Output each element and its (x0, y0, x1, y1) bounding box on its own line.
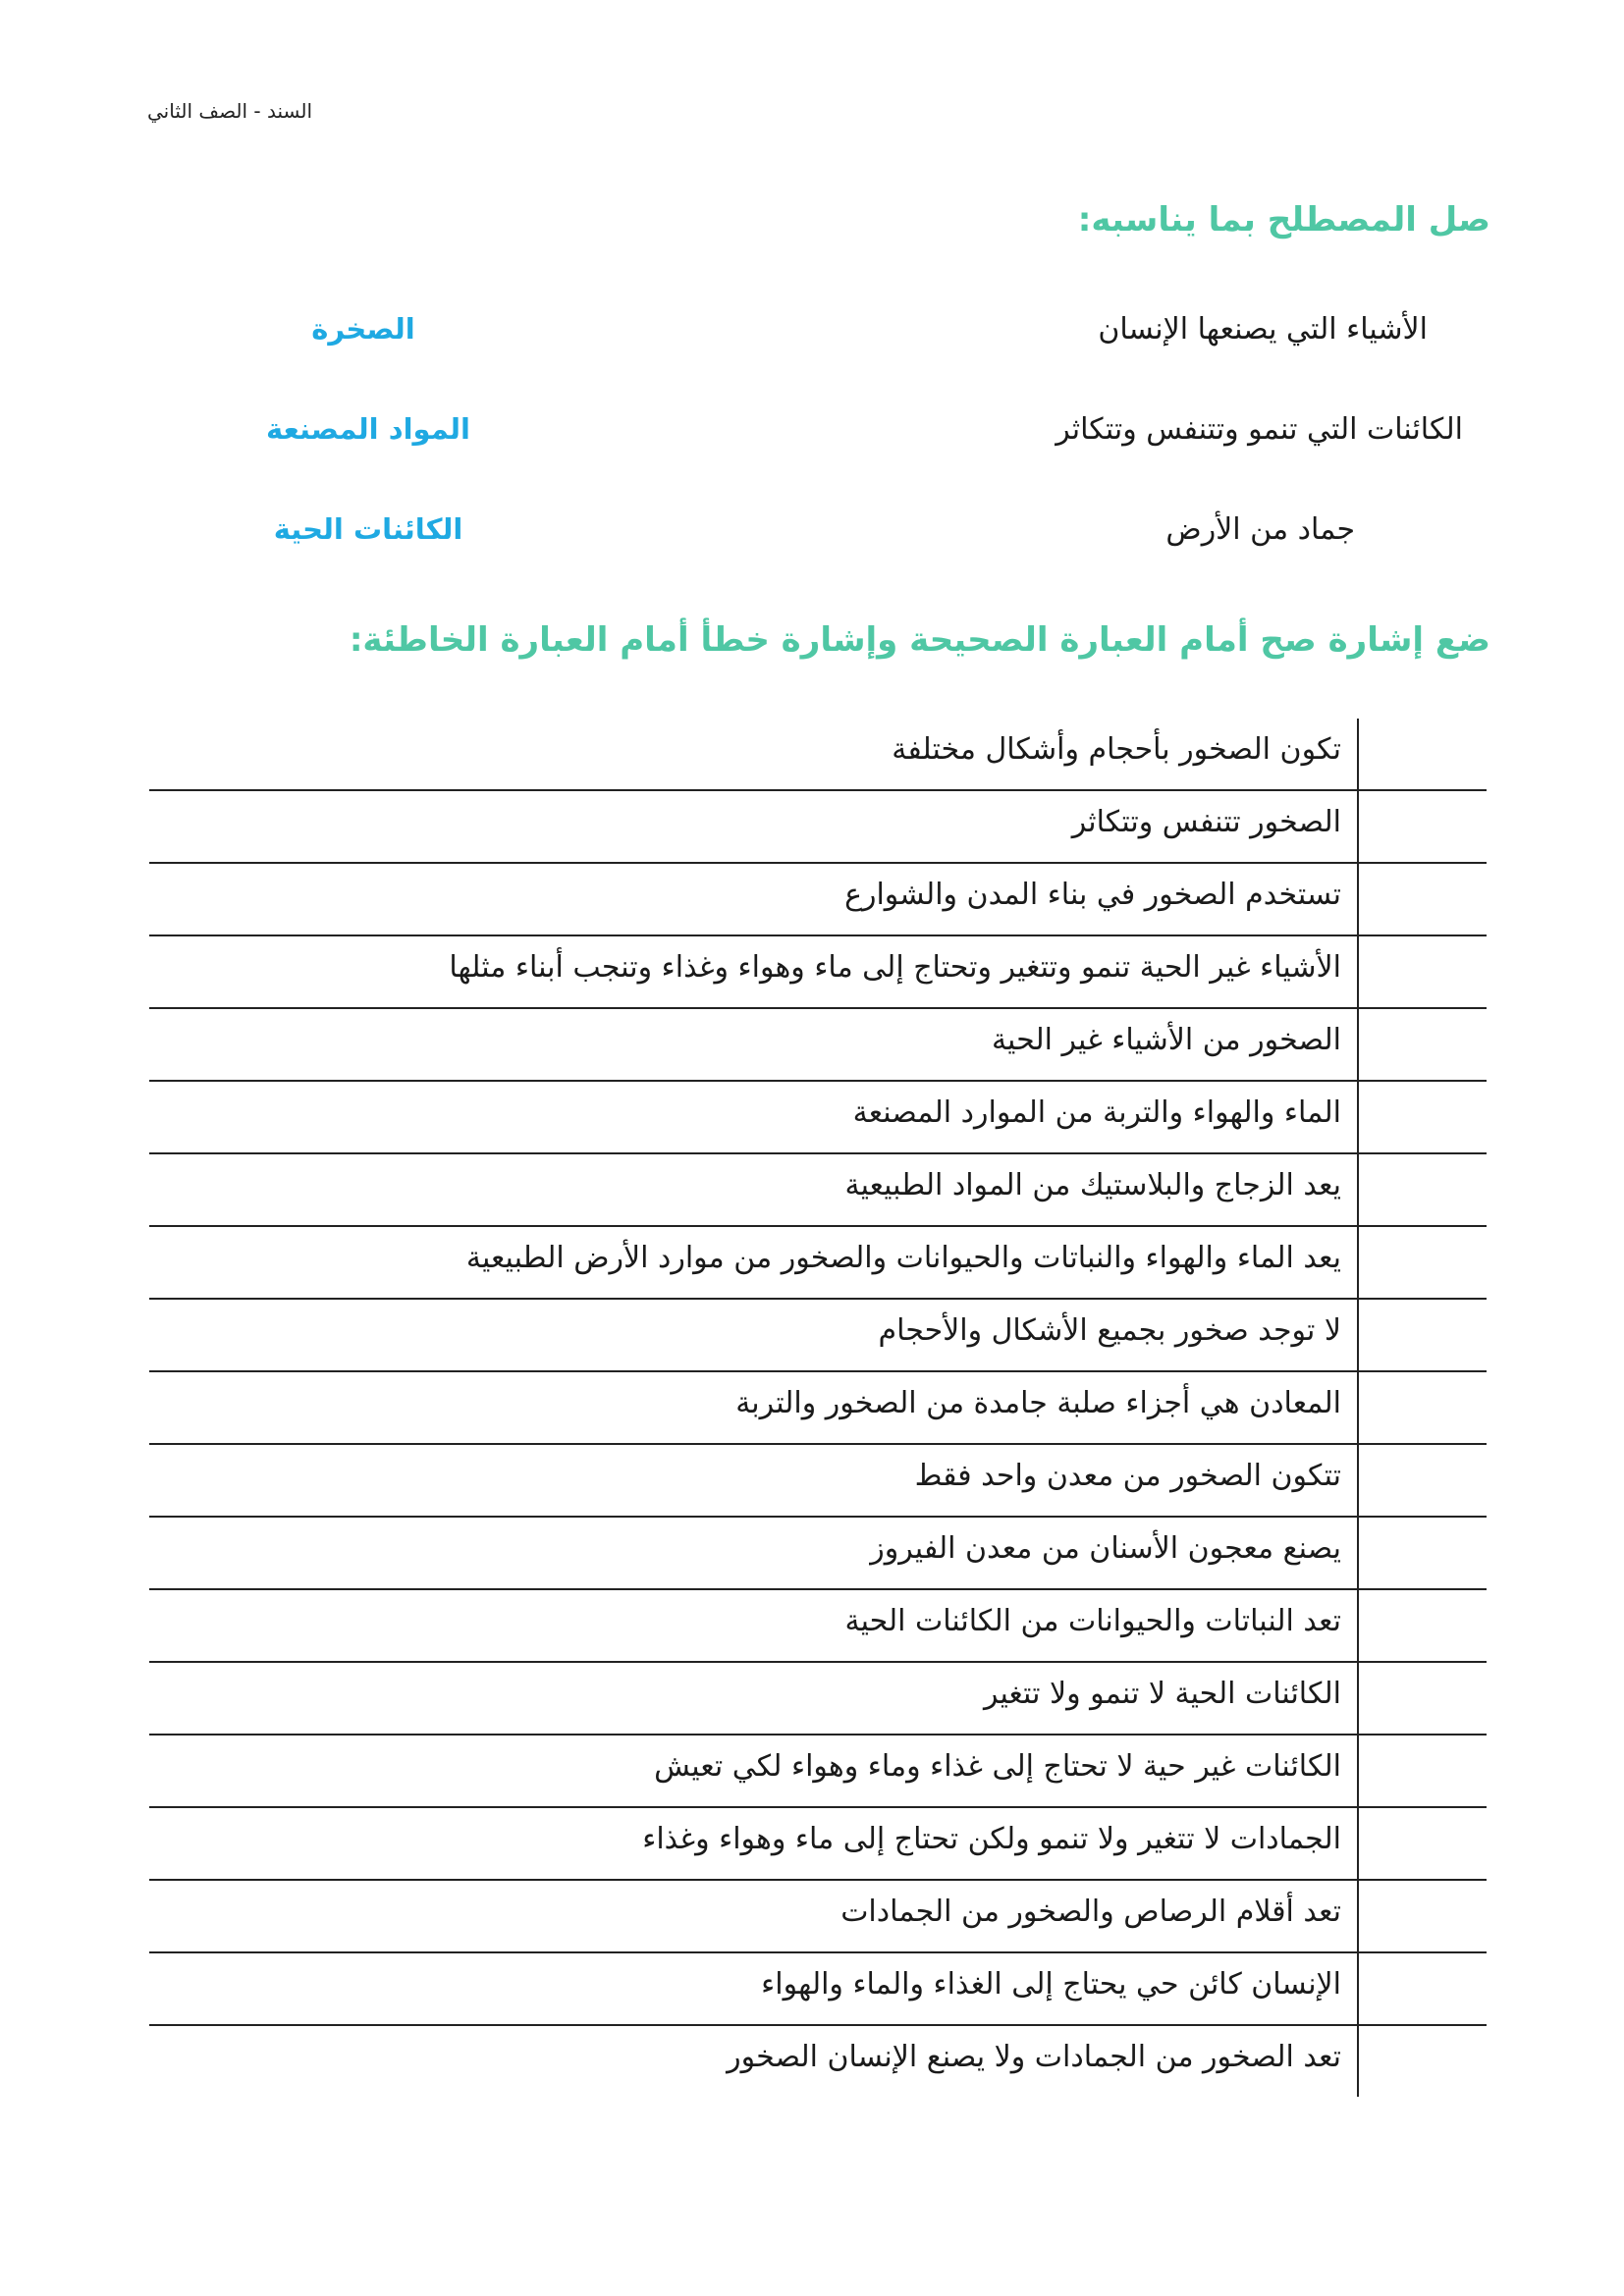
answer-box[interactable] (1357, 791, 1487, 862)
statement-text: الإنسان كائن حي يحتاج إلى الغذاء والماء والهواء (761, 1967, 1341, 2002)
statement-text: تعد النباتات والحيوانات من الكائنات الحية (844, 1604, 1341, 1638)
answer-box[interactable] (1357, 1663, 1487, 1734)
statement-text: الصخور من الأشياء غير الحية (991, 1023, 1341, 1057)
answer-box[interactable] (1357, 1154, 1487, 1225)
statement-text: المعادن هي أجزاء صلبة جامدة من الصخور والتربة (735, 1386, 1341, 1420)
answer-box[interactable] (1357, 1009, 1487, 1080)
statement-row (149, 2026, 1487, 2097)
statement-text: الكائنات غير حية لا تحتاج إلى غذاء وماء وهواء لكي تعيش (654, 1749, 1341, 1784)
true-false-table (149, 719, 1487, 2097)
answer-box[interactable] (1357, 1881, 1487, 1951)
statement-text: يعد الماء والهواء والنباتات والحيوانات والصخور من موارد الأرض الطبيعية (465, 1241, 1341, 1275)
answer-box[interactable] (1357, 1082, 1487, 1152)
statement-row (149, 1445, 1487, 1518)
statement-text: الجمادات لا تتغير ولا تنمو ولكن تحتاج إلى ماء وهواء وغذاء (642, 1822, 1341, 1856)
statement-row (149, 1808, 1487, 1881)
statement-row (149, 1300, 1487, 1372)
answer-box[interactable] (1357, 1808, 1487, 1879)
statement-row (149, 864, 1487, 936)
statement-row (149, 1735, 1487, 1808)
answer-box[interactable] (1357, 1735, 1487, 1806)
statement-row (149, 1009, 1487, 1082)
answer-box[interactable] (1357, 1590, 1487, 1661)
statement-row (149, 1590, 1487, 1663)
statement-row (149, 936, 1487, 1009)
true-false-section-title: ضع إشارة صح أمام العبارة الصحيحة وإشارة خطأ أمام العبارة الخاطئة: (349, 620, 1490, 660)
statement-text: الصخور تتنفس وتتكاثر (1071, 805, 1341, 839)
answer-box[interactable] (1357, 2026, 1487, 2097)
answer-box[interactable] (1357, 719, 1487, 789)
statement-text: تعد الصخور من الجمادات ولا يصنع الإنسان الصخور (727, 2040, 1341, 2074)
answer-box[interactable] (1357, 1953, 1487, 2024)
statement-text: الكائنات الحية لا تنمو ولا تتغير (983, 1677, 1341, 1711)
matching-right-term: الصخرة (311, 312, 415, 346)
statement-text: يعد الزجاج والبلاستيك من المواد الطبيعية (844, 1168, 1341, 1202)
statement-text: لا توجد صخور بجميع الأشكال والأحجام (878, 1313, 1341, 1348)
matching-left-item: جماد من الأرض (1165, 512, 1355, 547)
statement-row (149, 1953, 1487, 2026)
statement-text: تتكون الصخور من معدن واحد فقط (914, 1459, 1341, 1493)
statement-row (149, 791, 1487, 864)
answer-box[interactable] (1357, 1227, 1487, 1298)
matching-left-item: الكائنات التي تنمو وتتنفس وتتكاثر (1056, 412, 1463, 447)
statement-row (149, 1082, 1487, 1154)
statement-text: تعد أقلام الرصاص والصخور من الجمادات (840, 1895, 1341, 1929)
answer-box[interactable] (1357, 1300, 1487, 1370)
statement-row (149, 1227, 1487, 1300)
statement-row (149, 1372, 1487, 1445)
statement-row (149, 1663, 1487, 1735)
statement-text: الأشياء غير الحية تنمو وتتغير وتحتاج إلى ماء وهواء وغذاء وتنجب أبناء مثلها (449, 950, 1341, 985)
statement-row (149, 719, 1487, 791)
answer-box[interactable] (1357, 864, 1487, 934)
statement-text: الماء والهواء والتربة من الموارد المصنعة (852, 1095, 1341, 1130)
matching-section-title: صل المصطلح بما يناسبه: (1077, 200, 1490, 240)
matching-left-item: الأشياء التي يصنعها الإنسان (1098, 312, 1428, 347)
matching-right-term: المواد المصنعة (265, 412, 470, 446)
page-header-label: السند - الصف الثاني (147, 99, 313, 123)
answer-box[interactable] (1357, 936, 1487, 1007)
answer-box[interactable] (1357, 1445, 1487, 1516)
statement-row (149, 1881, 1487, 1953)
statement-text: تستخدم الصخور في بناء المدن والشوارع (844, 878, 1341, 912)
answer-box[interactable] (1357, 1372, 1487, 1443)
statement-row (149, 1518, 1487, 1590)
statement-text: تكون الصخور بأحجام وأشكال مختلفة (892, 732, 1341, 767)
answer-box[interactable] (1357, 1518, 1487, 1588)
statement-row (149, 1154, 1487, 1227)
statement-text: يصنع معجون الأسنان من معدن الفيروز (870, 1531, 1341, 1566)
matching-right-term: الكائنات الحية (273, 512, 463, 546)
